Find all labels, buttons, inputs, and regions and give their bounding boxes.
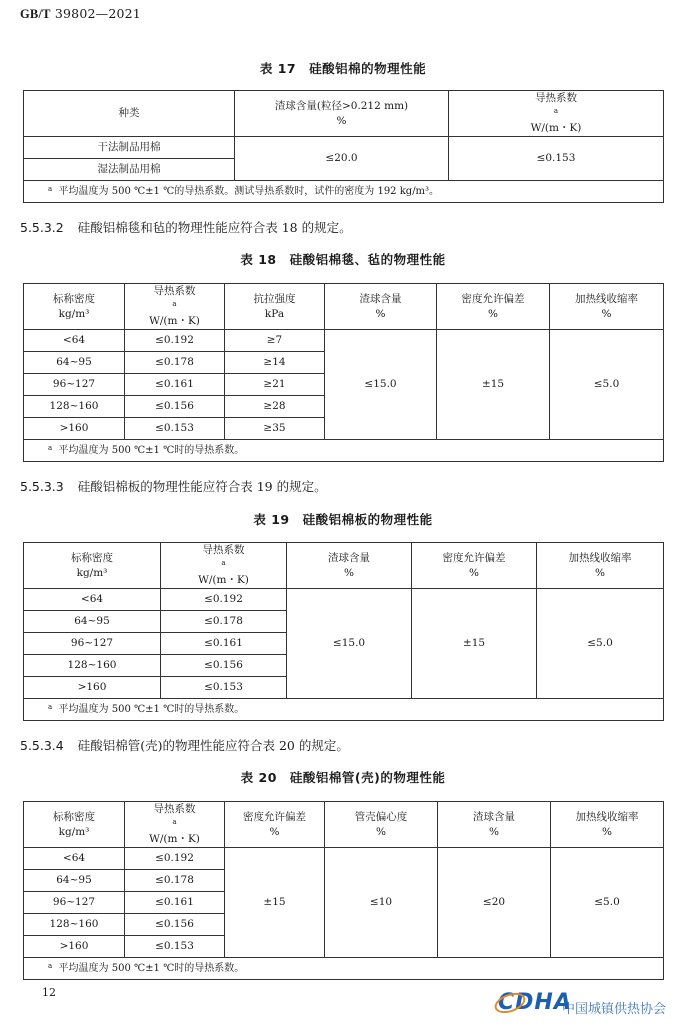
- logo-org-name: 中国城镇供热协会: [562, 1002, 667, 1017]
- table-17-row-wet: 湿法制品用棉: [24, 159, 235, 181]
- conductivity-cell: ≤0.161: [161, 633, 287, 655]
- table-20: [23, 801, 664, 980]
- table-18-header-shrinkage: 加热线收缩率 %: [550, 284, 664, 330]
- table-18: [23, 283, 664, 462]
- table-17: [23, 90, 664, 203]
- table-20-density-deviation-value: ±15: [225, 848, 325, 958]
- density-cell: 128~160: [24, 396, 125, 418]
- tensile-cell: ≥28: [225, 396, 325, 418]
- tensile-cell: ≥7: [225, 330, 325, 352]
- conductivity-cell: ≤0.156: [125, 396, 225, 418]
- standard-header: [20, 6, 141, 22]
- table-18-header-density-deviation: 密度允许偏差 %: [437, 284, 550, 330]
- table-row: [24, 848, 664, 870]
- table-19-header-shot: 渣球含量 %: [287, 543, 412, 589]
- conductivity-cell: ≤0.178: [161, 611, 287, 633]
- table-17-header-conductivity: 导热系数 $^a$ W/(m・K): [449, 91, 664, 137]
- standard-number: 39802—2021: [54, 6, 141, 21]
- table-20-shot-value: ≤20: [438, 848, 551, 958]
- density-cell: <64: [24, 848, 125, 870]
- table-17-title: 表 17 硅酸铝棉的物理性能: [259, 61, 427, 76]
- table-19: [23, 542, 664, 721]
- table-20-header-shot: 渣球含量 %: [438, 802, 551, 848]
- table-20-title: 表 20 硅酸铝棉管(壳)的物理性能: [240, 770, 446, 785]
- clause-5-5-3-2: 5.5.3.2 硅酸铝棉毯和毡的物理性能应符合表 18 的规定。: [20, 220, 352, 235]
- conductivity-cell: ≤0.156: [125, 914, 225, 936]
- table-20-footnote: $^a$ 平均温度为 500 ℃±1 ℃时的导热系数。: [24, 958, 664, 980]
- density-cell: 128~160: [24, 914, 125, 936]
- density-cell: 96~127: [24, 892, 125, 914]
- table-20-header-conductivity: 导热系数 $^a$ W/(m・K): [125, 802, 225, 848]
- table-20-header-density-deviation: 密度允许偏差 %: [225, 802, 325, 848]
- table-20-header-shrinkage: 加热线收缩率 %: [551, 802, 664, 848]
- standard-code: GB/T: [20, 7, 51, 21]
- table-17-shot-value: ≤20.0: [235, 137, 449, 181]
- conductivity-cell: ≤0.153: [125, 418, 225, 440]
- table-18-footnote: $^a$ 平均温度为 500 ℃±1 ℃时的导热系数。: [24, 440, 664, 462]
- conductivity-cell: ≤0.178: [125, 870, 225, 892]
- table-19-density-deviation-value: ±15: [412, 589, 537, 699]
- table-18-header-shot: 渣球含量 %: [325, 284, 437, 330]
- table-19-header-conductivity: 导热系数 $^a$ W/(m・K): [161, 543, 287, 589]
- table-17-header-type: 种类: [24, 91, 235, 137]
- conductivity-cell: ≤0.178: [125, 352, 225, 374]
- table-17-footnote: $^a$ 平均温度为 500 ℃±1 ℃的导热系数。测试导热系数时，试件的密度为 192 kg/m³。: [24, 181, 664, 203]
- density-cell: 64~95: [24, 870, 125, 892]
- page-number: 12: [42, 986, 56, 999]
- conductivity-cell: ≤0.192: [125, 330, 225, 352]
- conductivity-cell: ≤0.192: [125, 848, 225, 870]
- density-cell: >160: [24, 418, 125, 440]
- table-19-shrinkage-value: ≤5.0: [537, 589, 664, 699]
- density-cell: >160: [24, 677, 161, 699]
- density-cell: >160: [24, 936, 125, 958]
- conductivity-cell: ≤0.156: [161, 655, 287, 677]
- table-20-header-eccentricity: 管壳偏心度 %: [325, 802, 438, 848]
- tensile-cell: ≥14: [225, 352, 325, 374]
- table-19-header-density-deviation: 密度允许偏差 %: [412, 543, 537, 589]
- table-19-header-density: 标称密度 kg/m³: [24, 543, 161, 589]
- table-19-shot-value: ≤15.0: [287, 589, 412, 699]
- density-cell: 64~95: [24, 352, 125, 374]
- conductivity-cell: ≤0.153: [125, 936, 225, 958]
- table-17-header-shot: 渣球含量(粒径>0.212 mm) %: [235, 91, 449, 137]
- logo-mark: CDHA: [498, 990, 572, 1015]
- table-18-header-density: 标称密度 kg/m³: [24, 284, 125, 330]
- table-row: [24, 330, 664, 352]
- watermark-logo: [496, 984, 682, 1026]
- tensile-cell: ≥35: [225, 418, 325, 440]
- conductivity-cell: ≤0.192: [161, 589, 287, 611]
- table-17-row-dry: 干法制品用棉: [24, 137, 235, 159]
- table-20-header-density: 标称密度 kg/m³: [24, 802, 125, 848]
- density-cell: 64~95: [24, 611, 161, 633]
- table-19-footnote: $^a$ 平均温度为 500 ℃±1 ℃时的导热系数。: [24, 699, 664, 721]
- conductivity-cell: ≤0.161: [125, 374, 225, 396]
- tensile-cell: ≥21: [225, 374, 325, 396]
- table-18-density-deviation-value: ±15: [437, 330, 550, 440]
- table-17-conductivity-value: ≤0.153: [449, 137, 664, 181]
- table-20-shrinkage-value: ≤5.0: [551, 848, 664, 958]
- density-cell: 96~127: [24, 374, 125, 396]
- conductivity-cell: ≤0.153: [161, 677, 287, 699]
- clause-5-5-3-3: 5.5.3.3 硅酸铝棉板的物理性能应符合表 19 的规定。: [20, 479, 327, 494]
- density-cell: <64: [24, 330, 125, 352]
- density-cell: 128~160: [24, 655, 161, 677]
- table-18-header-tensile: 抗拉强度 kPa: [225, 284, 325, 330]
- conductivity-cell: ≤0.161: [125, 892, 225, 914]
- table-18-header-conductivity: 导热系数 $^a$ W/(m・K): [125, 284, 225, 330]
- clause-5-5-3-4: 5.5.3.4 硅酸铝棉管(壳)的物理性能应符合表 20 的规定。: [20, 738, 349, 753]
- table-19-header-shrinkage: 加热线收缩率 %: [537, 543, 664, 589]
- table-row: [24, 589, 664, 611]
- table-19-title: 表 19 硅酸铝棉板的物理性能: [253, 512, 433, 527]
- table-18-shrinkage-value: ≤5.0: [550, 330, 664, 440]
- table-18-title: 表 18 硅酸铝棉毯、毡的物理性能: [240, 252, 446, 267]
- density-cell: 96~127: [24, 633, 161, 655]
- table-20-eccentricity-value: ≤10: [325, 848, 438, 958]
- table-18-shot-value: ≤15.0: [325, 330, 437, 440]
- density-cell: <64: [24, 589, 161, 611]
